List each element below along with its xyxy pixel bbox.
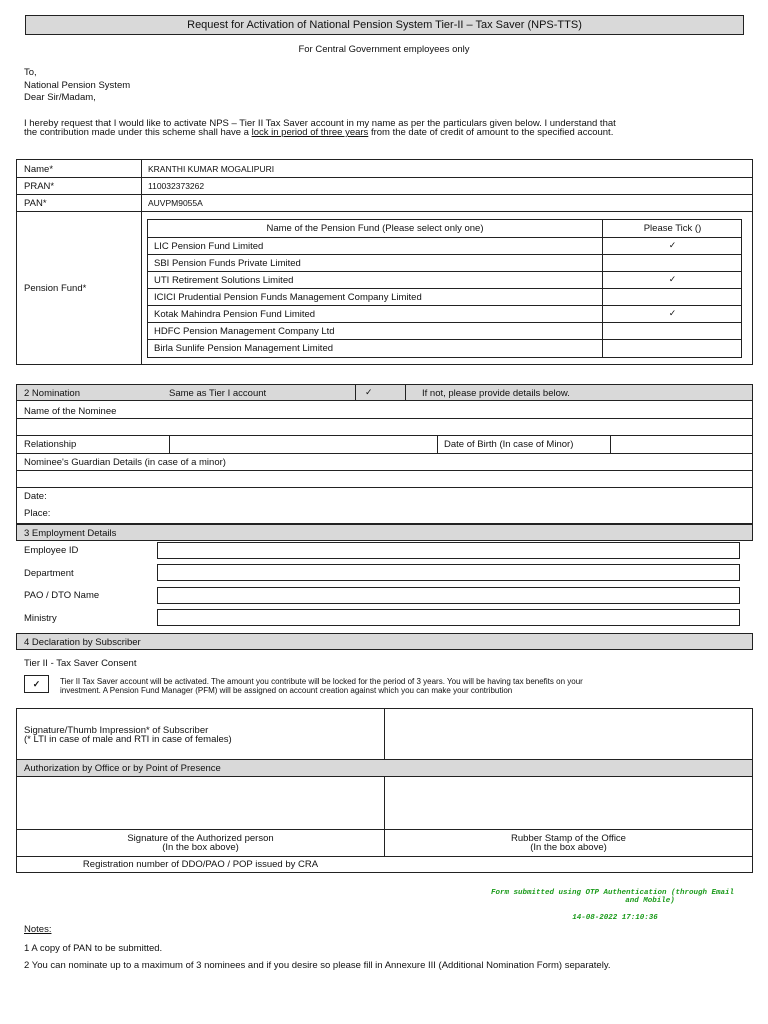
guardian-input[interactable]: [17, 471, 753, 487]
fund-row-divider: [148, 254, 742, 255]
fund-row-divider: [148, 288, 742, 289]
address-salutation: Dear Sir/Madam,: [24, 92, 96, 103]
dob-input[interactable]: [611, 436, 752, 453]
fund-row-divider: [148, 339, 742, 340]
subscriber-signature-label-1: Signature/Thumb Impression* of Subscriber: [24, 725, 209, 736]
row-divider: [17, 177, 753, 178]
employment-header: [16, 524, 753, 541]
otp-timestamp: 14-08-2022 17:10:36: [572, 914, 658, 922]
request-line-2-pre: the contribution made under this scheme shall have a: [24, 127, 252, 138]
notes-heading: Notes:: [24, 924, 52, 935]
fund-tick-checkbox[interactable]: [603, 325, 742, 339]
pension-fund-table: [147, 219, 742, 358]
lock-in-period-text: lock in period of three years: [251, 127, 369, 138]
column-divider: [141, 160, 142, 365]
fund-row-divider: [148, 271, 742, 272]
authorized-signature-label-2: (In the box above): [162, 842, 239, 853]
declaration-heading: 4 Declaration by Subscriber: [24, 637, 141, 648]
fund-tick-checkbox[interactable]: ✓: [668, 308, 677, 318]
row-divider: [17, 829, 753, 830]
divider: [437, 436, 438, 453]
pan-value[interactable]: AUVPM9055A: [148, 198, 203, 208]
pran-value[interactable]: 110032373262: [148, 181, 205, 191]
fund-name: HDFC Pension Management Company Ltd: [154, 326, 335, 337]
registration-number-input[interactable]: [385, 857, 752, 873]
ministry-label: Ministry: [24, 613, 57, 624]
employee-id-input[interactable]: [157, 542, 740, 559]
pao-label: PAO / DTO Name: [24, 590, 100, 601]
consent-text-2: investment. A Pension Fund Manager (PFM) will be assigned on account creation against which you can make your contribution: [60, 686, 513, 695]
authorized-signature-label-1: Signature of the Authorized person: [127, 833, 274, 844]
fund-name: Birla Sunlife Pension Management Limited: [154, 343, 334, 354]
nominee-name-label: Name of the Nominee: [24, 406, 117, 417]
fund-name: SBI Pension Funds Private Limited: [154, 258, 301, 269]
subscriber-signature-label-2: (* LTI in case of male and RTI in case of females): [24, 734, 232, 745]
fund-name: UTI Retirement Solutions Limited: [154, 275, 294, 286]
request-line-1: I hereby request that I would like to activate NPS – Tier II Tax Saver account in my name as per the particulars given below. I understand that: [24, 118, 616, 129]
if-not-label: If not, please provide details below.: [422, 388, 570, 399]
otp-line-2: and Mobile): [625, 897, 675, 905]
consent-title: Tier II - Tax Saver Consent: [24, 658, 137, 669]
same-as-tier1-checkbox[interactable]: ✓: [365, 387, 373, 397]
fund-tick-checkbox[interactable]: ✓: [668, 274, 677, 284]
declaration-header: [16, 633, 753, 650]
authorized-signature-box[interactable]: [17, 777, 384, 829]
tick-column-header: Please Tick (): [643, 223, 702, 234]
authorization-header: [17, 759, 752, 777]
fund-tick-checkbox[interactable]: ✓: [668, 240, 677, 250]
fund-name: LIC Pension Fund Limited: [154, 241, 264, 252]
row-divider: [17, 453, 753, 454]
guardian-label: Nominee's Guardian Details (in case of a minor): [24, 457, 226, 468]
page-subtitle: For Central Government employees only: [298, 44, 470, 55]
nominee-name-input[interactable]: [17, 419, 753, 435]
nomination-header: [17, 385, 752, 401]
rubber-stamp-box[interactable]: [385, 777, 752, 829]
signature-authorization-block: [16, 708, 753, 873]
divider: [355, 385, 356, 401]
address-to: To,: [24, 67, 37, 78]
fund-name: Kotak Mahindra Pension Fund Limited: [154, 309, 316, 320]
ministry-input[interactable]: [157, 609, 740, 626]
fund-name: ICICI Prudential Pension Funds Management Company Limited: [154, 292, 422, 303]
request-line-2-post: from the date of credit of amount to the specified account.: [368, 127, 614, 138]
pao-input[interactable]: [157, 587, 740, 604]
name-label: Name*: [24, 164, 54, 175]
row-divider: [17, 487, 753, 488]
department-label: Department: [24, 568, 74, 579]
title-bar: [25, 15, 744, 35]
authorization-heading: Authorization by Office or by Point of Presence: [24, 763, 221, 774]
note-2: 2 You can nominate up to a maximum of 3 nominees and if you desire so please fill in Annexure III (Additional Nomination Form) separately.: [24, 960, 611, 971]
relationship-label: Relationship: [24, 439, 77, 450]
pension-fund-label: Pension Fund*: [24, 283, 87, 294]
page-title: Request for Activation of National Pension System Tier-II – Tax Saver (NPS-TTS): [187, 19, 582, 31]
date-label: Date:: [24, 491, 47, 502]
consent-check-icon: ✓: [32, 679, 41, 689]
employee-id-label: Employee ID: [24, 545, 79, 556]
fund-tick-checkbox[interactable]: [603, 257, 742, 271]
fund-row-divider: [148, 322, 742, 323]
dob-label: Date of Birth (In case of Minor): [444, 439, 574, 450]
nomination-section: [16, 384, 753, 524]
fund-tick-checkbox[interactable]: [603, 291, 742, 305]
subscriber-signature-box[interactable]: [385, 709, 752, 759]
note-1: 1 A copy of PAN to be submitted.: [24, 943, 163, 954]
request-line-2: [24, 127, 613, 138]
fund-row-divider: [148, 305, 742, 306]
place-label: Place:: [24, 508, 51, 519]
employment-heading: 3 Employment Details: [24, 528, 117, 539]
name-value[interactable]: KRANTHI KUMAR MOGALIPURI: [148, 164, 275, 174]
registration-number-label: Registration number of DDO/PAO / POP issued by CRA: [82, 859, 319, 870]
consent-text-1: Tier II Tax Saver account will be activated. The amount you contribute will be locked for the period of 3 years. You will be having tax benefits on your: [60, 677, 583, 686]
relationship-input[interactable]: [170, 436, 437, 453]
department-input[interactable]: [157, 564, 740, 581]
divider: [405, 385, 406, 401]
consent-checkbox[interactable]: [24, 675, 49, 693]
same-as-tier1-label: Same as Tier I account: [169, 388, 267, 399]
rubber-stamp-label-1: Rubber Stamp of the Office: [511, 833, 626, 844]
rubber-stamp-label-2: (In the box above): [530, 842, 607, 853]
pan-label: PAN*: [24, 198, 47, 209]
fund-column-header: Name of the Pension Fund (Please select only one): [266, 223, 484, 234]
pran-label: PRAN*: [24, 181, 55, 192]
fund-tick-checkbox[interactable]: [603, 342, 742, 356]
otp-line-1: Form submitted using OTP Authentication (through Email: [490, 889, 734, 897]
fund-row-divider: [148, 237, 742, 238]
nomination-heading: 2 Nomination: [24, 388, 80, 399]
row-divider: [17, 194, 753, 195]
particulars-table: [16, 159, 753, 365]
address-org: National Pension System: [24, 80, 131, 91]
row-divider: [17, 211, 753, 212]
